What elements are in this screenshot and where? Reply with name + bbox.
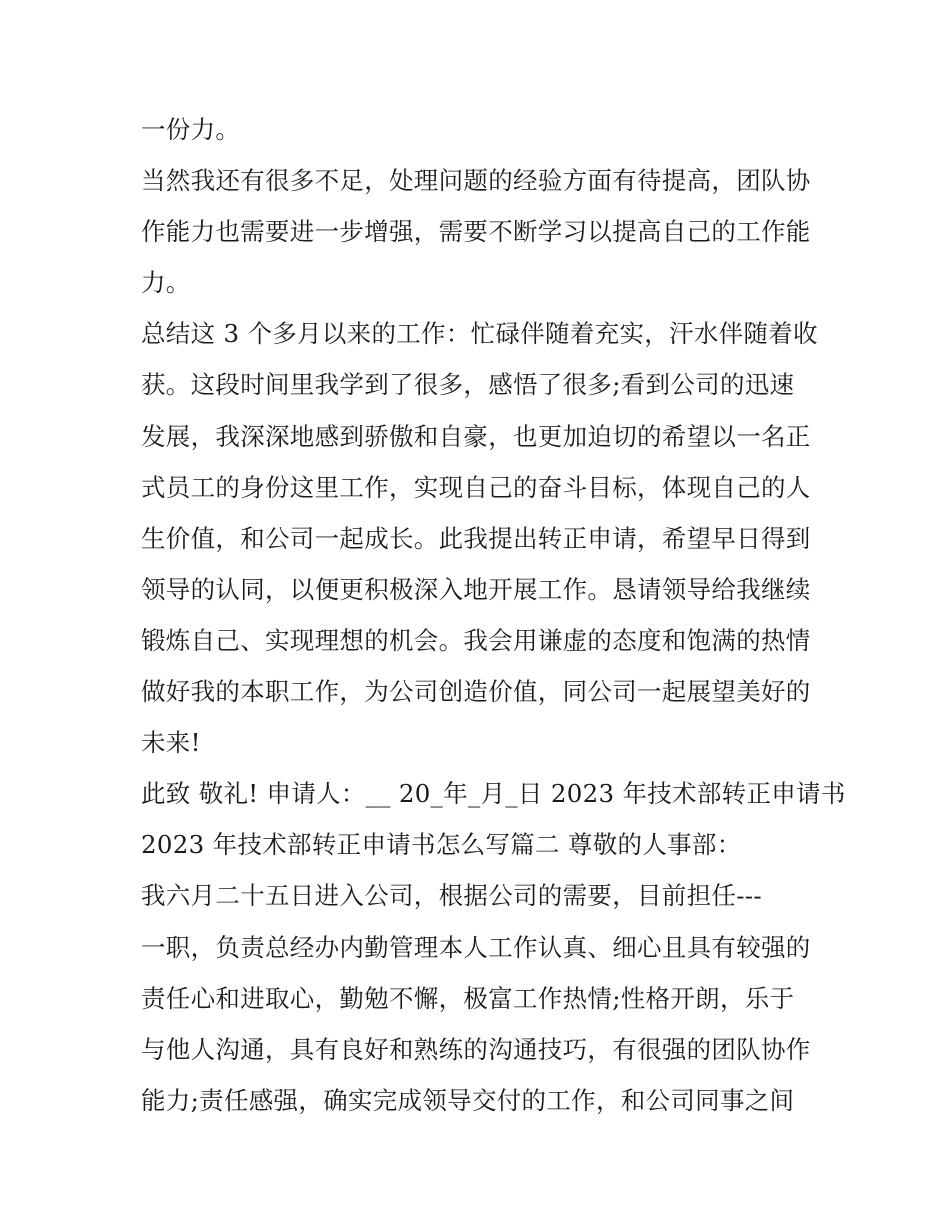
text-line: 2023 年技术部转正申请书怎么写篇二 尊敬的人事部： xyxy=(141,830,742,860)
text-line: 发展，我深深地感到骄傲和自豪，也更加迫切的希望以一名正 xyxy=(141,421,811,451)
text-line: 领导的认同，以便更积极深入地开展工作。恳请领导给我继续 xyxy=(141,574,811,604)
text-line: 总结这 3 个多月以来的工作：忙碌伴随着充实，汗水伴随着收 xyxy=(141,319,818,349)
text-line: 一职，负责总经办内勤管理本人工作认真、细心且具有较强的 xyxy=(141,932,811,962)
text-line: 式员工的身份这里工作，实现自己的奋斗目标，体现自己的人 xyxy=(141,472,811,502)
text-line: 当然我还有很多不足，处理问题的经验方面有待提高，团队协 xyxy=(141,166,811,196)
text-line: 此致 敬礼! 申请人：__ 20_年_月_日 2023 年技术部转正申请书 xyxy=(141,779,846,809)
text-line: 未来! xyxy=(141,728,201,758)
text-line: 做好我的本职工作，为公司创造价值，同公司一起展望美好的 xyxy=(141,677,811,707)
text-line: 能力;责任感强，确实完成领导交付的工作，和公司同事之间 xyxy=(141,1085,795,1115)
text-line: 获。这段时间里我学到了很多，感悟了很多;看到公司的迅速 xyxy=(141,370,795,400)
text-line: 锻炼自己、实现理想的机会。我会用谦虚的态度和饱满的热情 xyxy=(141,625,811,655)
text-line: 我六月二十五日进入公司，根据公司的需要，目前担任--- xyxy=(141,881,762,911)
document-body xyxy=(141,104,846,1126)
text-line: 一份力。 xyxy=(141,115,241,144)
text-line: 作能力也需要进一步增强，需要不断学习以提高自己的工作能 xyxy=(141,217,811,247)
text-line: 生价值，和公司一起成长。此我提出转正申请，希望早日得到 xyxy=(141,523,811,553)
text-line: 力。 xyxy=(141,268,191,298)
text-line: 与他人沟通，具有良好和熟练的沟通技巧，有很强的团队协作 xyxy=(141,1034,811,1064)
text-line: 责任心和进取心，勤勉不懈，极富工作热情;性格开朗，乐于 xyxy=(141,983,795,1013)
